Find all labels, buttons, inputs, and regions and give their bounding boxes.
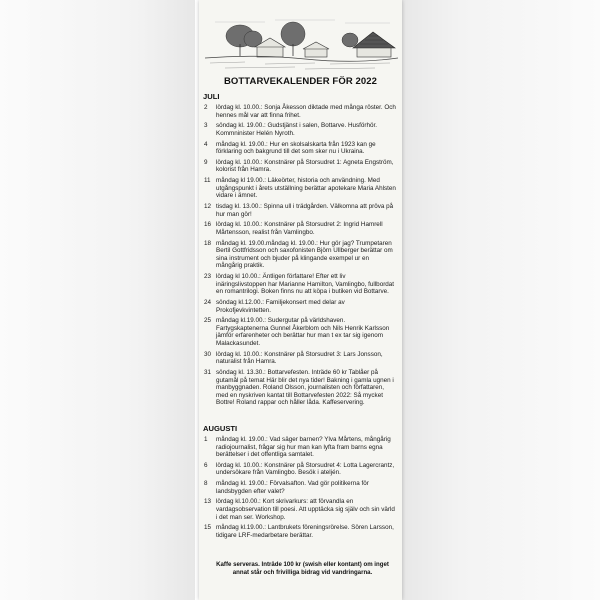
event-entry [202,480,398,495]
month-heading-august: AUGUSTI [203,424,238,433]
event-day: 11 [204,177,211,185]
event-entry [202,240,398,270]
event-description: lördag kl. 10.00.: Sonja Åkesson diktade med många röster. Och hennes mål var att finna frihet. [216,104,396,119]
footer-note: Kaffe serveras. Inträde 100 kr (swish eller kontant) om inget annat står och frivilliga bidrag vid vandringarna. [216,561,389,576]
event-entry [202,299,398,314]
event-day: 18 [204,239,212,247]
august-event-list [202,436,398,543]
event-description: tisdag kl. 13.00.: Spinna ull i trädgården. Välkomna att pröva på hur man gör! [216,203,394,218]
event-day: 16 [204,221,212,229]
event-entry [202,351,398,366]
event-entry [202,498,398,521]
calendar-leaflet [199,0,402,600]
event-description: lördag kl. 10.00.: Konstnärer på Storsudret 1: Agneta Engström, kolorist från Hamra. [216,158,394,174]
farm-illustration [205,14,398,72]
event-description: måndag kl.19.00.: Lantbrukets föreningsrörelse. Sören Larsson, tidigare LRF-medarbetare berättar. [216,524,394,539]
event-day: 13 [204,498,212,506]
event-entry [202,524,398,539]
event-day: 15 [204,524,212,532]
event-day: 6 [204,461,208,469]
event-description: lördag kl 10.00.: Äntligen författare! Efter ett liv inäringslivstoppen har Marianne Hamilton, Vamlingbo, fullbordat en romantrilogi. Boken finns nu att köpa i butiken vid Bottarve. [216,273,395,296]
july-event-list [202,104,398,410]
event-description: lördag kl. 10.00.: Konstnärer på Storsudret 3: Lars Jonsson, naturalist från Hamra. [216,350,383,366]
event-description: lördag kl. 10.00.: Konstnärer på Storsudret 4: Lotta Lagercrantz, undersökare från Vamlingbo. Besök i ateljén. [216,461,395,477]
event-day: 31 [204,368,212,376]
event-day: 1 [204,436,208,443]
event-day: 23 [204,273,212,281]
event-description: måndag kl.19.00.: Sudergutar på världshaven. Fartygskaptenerna Gunnel Åkerblom och Nils Henrik Karlsson jämför erfarenheter och berättar hur man t ex tar sig igenom Malackasundet. [216,317,390,347]
event-description: måndag kl 19.00.: Läkeörter, historia och användning. Med utgångspunkt i årets utställning berättar apotekare Maria Ahlsten vidare i ämnet. [216,177,396,200]
event-entry [202,436,398,459]
event-entry [202,203,398,218]
calendar-title: BOTTARVEKALENDER FÖR 2022 [223,76,378,87]
event-description: söndag kl.12.00.: Familjekonsert med delar av Prokofjevkvintetten. [216,298,345,314]
event-entry [202,122,398,137]
event-entry [202,221,398,236]
event-entry [202,462,398,477]
event-entry [202,104,398,119]
event-description: måndag kl. 19.00.: Förvalsafton. Vad gör politikerna för landsbygden efter valet? [216,480,369,495]
event-day: 4 [204,140,208,148]
event-description: måndag kl. 19.00.måndag kl. 19.00.: Hur gör jag? Trumpetaren Bertil Gottfridsson och saxofonisten Björn Ullberger berättar om sina instrument och bjuder på klingande exempel ur en mångårig praktik. [216,239,393,270]
event-description: söndag kl. 19.00.: Gudstjänst i salen, Bottarve. Husförhör. Kommninister Helén Nyroth. [216,122,378,137]
event-description: lördag kl.10.00.: Kort skrivarkurs: att förvandla en vardagsobservation till poesi. Att upptäcka sig själv och sin värld i det man ser. Workshop. [216,498,395,521]
event-day: 12 [204,203,212,210]
event-day: 25 [204,317,212,325]
event-entry [202,369,398,407]
event-description: måndag kl. 19.00.: Vad säger barnen? Ylva Mårtens, mångårig radiojournalist, frågar sig hur man kan lyfta fram barns egna berättelser i det offentliga samtalet. [216,436,391,459]
event-day: 30 [204,350,212,358]
event-day: 3 [204,122,208,130]
event-entry [202,141,398,156]
event-entry [202,317,398,347]
background-left [0,0,195,600]
event-description: lördag kl. 10.00.: Konstnärer på Storsudret 2: Ingrid Hamrell Mårtensson, realist från Vamlingbo. [216,221,383,236]
event-day: 9 [204,158,208,166]
event-entry [202,177,398,200]
event-description: måndag kl. 19.00.: Hur en skolsalskarta från 1923 kan ge förklaring och bakgrund till det som sker nu i Ukraina. [216,140,376,156]
month-heading-july: JULI [203,92,220,101]
event-day: 2 [204,104,208,111]
background-right [400,0,600,600]
event-entry [202,159,398,174]
event-entry [202,273,398,296]
event-day: 24 [204,298,212,306]
event-description: söndag kl. 13.30.: Bottarvefesten. Inträde 60 kr Tablåer på gutamål på temat Här blir det nya tider! Bakning i gamla ugnen i manbyggnaden. Roland Olsson, journalisten och författaren, med en nyskriven kantat till Bottarvefesten 2022: Så mycket Bottre! Roland rappar och håller låda. Kaffeservering. [216,368,394,407]
event-day: 8 [204,480,208,488]
